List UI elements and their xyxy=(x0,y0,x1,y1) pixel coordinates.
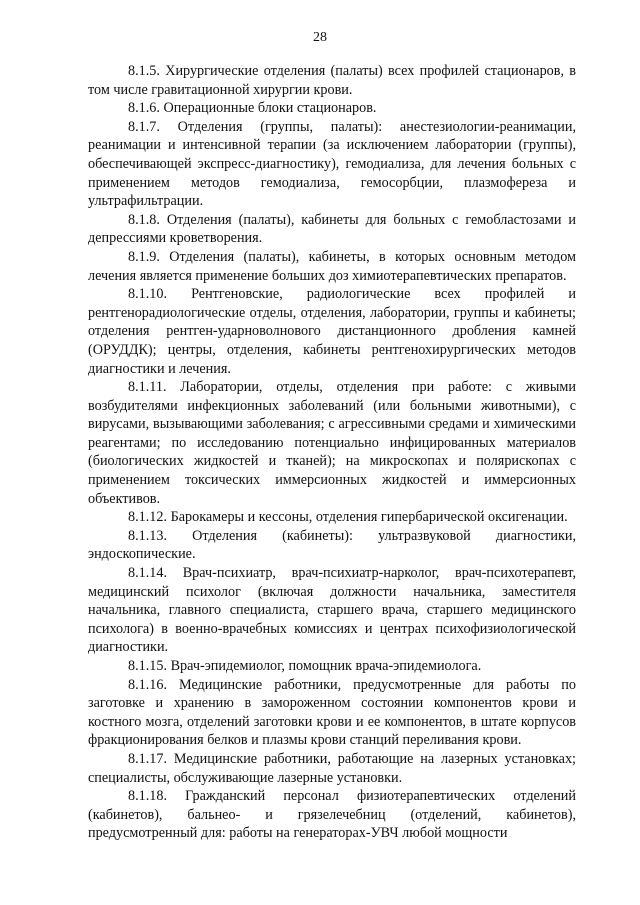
paragraph-8-1-13: 8.1.13. Отделения (кабинеты): ультразвуковой диагностики, эндоскопические. xyxy=(88,527,576,563)
paragraph-8-1-8: 8.1.8. Отделения (палаты), кабинеты для больных с гемобластозами и депрессиями кроветворения. xyxy=(88,211,576,247)
paragraph-8-1-16: 8.1.16. Медицинские работники, предусмотренные для работы по заготовке и хранению в замороженном состоянии компонентов крови и костного мозга, отделений заготовки крови и ее компонентов, в штате корпусов фракционирования белков и плазмы крови станций переливания крови. xyxy=(88,676,576,749)
paragraph-8-1-18: 8.1.18. Гражданский персонал физиотерапевтических отделений (кабинетов), бальнео- и грязелечебниц (отделений, кабинетов), предусмотренный для: работы на генераторах-УВЧ любой мощности xyxy=(88,788,576,842)
page-number: 28 xyxy=(313,30,327,45)
paragraph-8-1-15: 8.1.15. Врач-эпидемиолог, помощник врача-эпидемиолога. xyxy=(128,658,482,674)
document-body xyxy=(88,62,576,843)
paragraph-8-1-6: 8.1.6. Операционные блоки стационаров. xyxy=(128,100,377,117)
paragraph-8-1-14: 8.1.14. Врач-психиатр, врач-психиатр-нарколог, врач-психотерапевт, медицинский психолог (включая должности начальника, заместителя начальника, главного специалиста, старшего врача, старшего медицинского психолога) в военно-врачебных комиссиях и центрах психофизиологической диагностики. xyxy=(88,565,576,656)
paragraph-8-1-10: 8.1.10. Рентгеновские, радиологические всех профилей и рентгенорадиологические отделы, отделения, лаборатории, группы и кабинеты; отделения рентген-ударноволнового дистанционного дробления камней (ОРУДДК); центры, отделения, кабинеты рентгенохирургических методов диагностики и лечения. xyxy=(88,286,576,377)
paragraph-8-1-7: 8.1.7. Отделения (группы, палаты): анестезиологии-реанимации, реанимации и интенсивной терапии (за исключением лаборатории (группы), обеспечивающей экспресс-диагностику), гемодиализа, для лечения больных с применением методов гемодиализа, гемосорбции, плазмофереза и ультрафильтрации. xyxy=(88,118,576,210)
paragraph-8-1-11: 8.1.11. Лаборатории, отделы, отделения при работе: с живыми возбудителями инфекционных заболеваний (или больными животными), с вирусами, вызывающими заболевания; с агрессивными средами и химическими реагентами; по исследованию потенциально инфицированных материалов (биологических жидкостей и тканей); на микроскопах и поляриcкопах с применением токсических иммерсионных жидкостей и иммерсионных объективов. xyxy=(88,379,576,507)
paragraph-8-1-9: 8.1.9. Отделения (палаты), кабинеты, в которых основным методом лечения является применение больших доз химиотерапевтических препаратов. xyxy=(88,248,576,284)
paragraph-8-1-5: 8.1.5. Хирургические отделения (палаты) всех профилей стационаров, в том числе гравитационной хирургии крови. xyxy=(88,63,576,98)
paragraph-8-1-17: 8.1.17. Медицинские работники, работающие на лазерных установках; специалисты, обслуживающие лазерные установки. xyxy=(88,750,576,786)
paragraph-8-1-12: 8.1.12. Барокамеры и кессоны, отделения гипербарической оксигенации. xyxy=(128,509,568,526)
